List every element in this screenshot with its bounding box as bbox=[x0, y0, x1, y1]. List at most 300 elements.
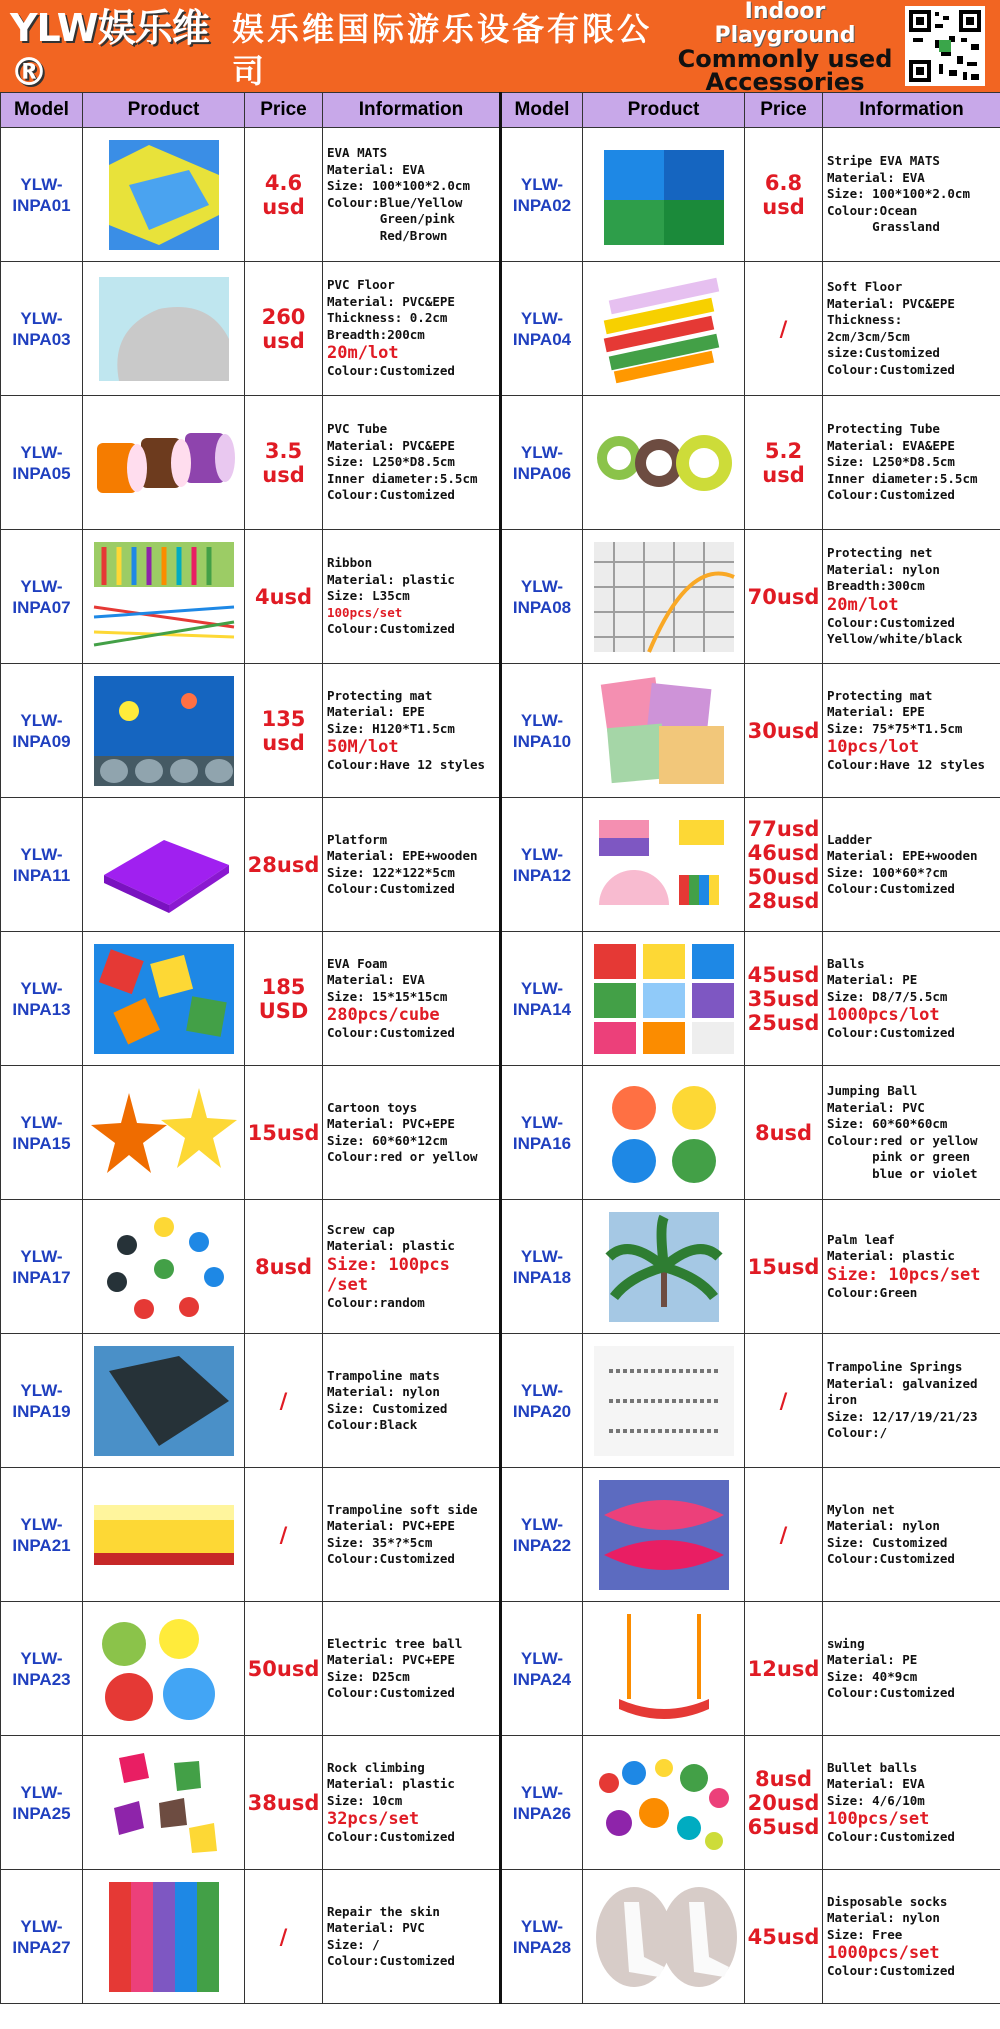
model-code: INPA28 bbox=[512, 1937, 572, 1957]
product-image-cell bbox=[83, 1736, 245, 1870]
price bbox=[245, 171, 322, 219]
table-header-row bbox=[1, 93, 1000, 128]
model-number bbox=[502, 308, 582, 350]
information-cell bbox=[323, 1200, 501, 1334]
eva-mat-icon bbox=[83, 135, 244, 255]
product-name: Platform bbox=[327, 831, 388, 847]
table-row bbox=[1, 262, 1000, 396]
info-line: Size: L35cm bbox=[327, 588, 410, 604]
price-cell bbox=[745, 664, 823, 798]
product-image-cell bbox=[583, 1066, 745, 1200]
rock-climbing-icon bbox=[83, 1743, 244, 1863]
info-line: Size: 75*75*T1.5cm bbox=[827, 720, 963, 736]
model-code: INPA22 bbox=[512, 1535, 572, 1555]
model-prefix: YLW- bbox=[520, 442, 564, 462]
model-number bbox=[1, 1648, 82, 1690]
info-line: Red/Brown bbox=[327, 227, 448, 243]
product-image-cell bbox=[583, 798, 745, 932]
info-line: Size: 60*60*12cm bbox=[327, 1132, 448, 1148]
price-cell bbox=[745, 1736, 823, 1870]
product-image-cell bbox=[583, 262, 745, 396]
product-name: PVC Tube bbox=[327, 421, 388, 437]
quantity-highlight: 1000pcs/lot bbox=[827, 1005, 940, 1025]
price-line: 28usd bbox=[747, 888, 820, 913]
info-line: Colour:red or yellow bbox=[327, 1149, 478, 1164]
trampoline-soft-side-icon bbox=[83, 1475, 244, 1595]
info-line: Size: Customized bbox=[827, 1534, 948, 1550]
model-prefix: YLW- bbox=[20, 1112, 63, 1132]
table-row bbox=[1, 932, 1000, 1066]
model-cell bbox=[501, 1870, 583, 2004]
pvc-tube-icon bbox=[83, 403, 244, 523]
price-cell bbox=[745, 396, 823, 530]
price-cell bbox=[245, 664, 323, 798]
product-info bbox=[823, 1080, 1000, 1185]
information-cell bbox=[823, 396, 1000, 530]
model-number bbox=[1, 710, 82, 752]
model-number bbox=[502, 978, 582, 1020]
price bbox=[745, 1523, 822, 1547]
model-prefix: YLW- bbox=[520, 1246, 564, 1266]
eva-foam-icon bbox=[83, 939, 244, 1059]
price-cell bbox=[745, 1334, 823, 1468]
info-line: Material: plastic bbox=[327, 1776, 455, 1791]
model-cell bbox=[501, 530, 583, 664]
price-line: 45usd bbox=[747, 1924, 820, 1949]
info-line: Colour:Customized bbox=[827, 1551, 955, 1566]
price-line: 185 bbox=[261, 974, 306, 999]
screw-cap-icon bbox=[83, 1207, 244, 1327]
price-cell bbox=[745, 1602, 823, 1736]
model-prefix: YLW- bbox=[520, 1782, 564, 1802]
product-image-cell bbox=[83, 1200, 245, 1334]
price bbox=[745, 1657, 822, 1681]
info-line: Colour:/ bbox=[827, 1425, 888, 1441]
price bbox=[245, 439, 322, 487]
product-name: Screw cap bbox=[327, 1221, 395, 1237]
model-cell bbox=[501, 1602, 583, 1736]
price bbox=[745, 817, 822, 913]
model-code: INPA26 bbox=[512, 1803, 572, 1823]
information-cell bbox=[323, 798, 501, 932]
info-line: Material: plastic bbox=[327, 1238, 455, 1254]
soft-floor-icon bbox=[583, 269, 744, 389]
price bbox=[745, 1255, 822, 1279]
product-info bbox=[823, 150, 1000, 239]
product-name: Trampoline Springs bbox=[827, 1359, 963, 1375]
model-number bbox=[1, 844, 82, 886]
model-prefix: YLW- bbox=[520, 1916, 564, 1936]
product-image-cell bbox=[583, 664, 745, 798]
price-line: 50usd bbox=[747, 864, 820, 889]
quantity-highlight: 32pcs/set bbox=[327, 1809, 420, 1829]
price bbox=[245, 585, 322, 609]
protecting-mat-tiles-icon bbox=[583, 671, 744, 791]
product-name: Ribbon bbox=[327, 555, 373, 571]
information-cell bbox=[823, 128, 1000, 262]
info-line: Size: 100*100*2.0cm bbox=[827, 186, 970, 202]
info-line: iron bbox=[827, 1392, 858, 1408]
product-info bbox=[323, 552, 499, 641]
info-line: Size: / bbox=[327, 1936, 380, 1952]
company-name bbox=[232, 8, 662, 92]
price-line: / bbox=[779, 316, 788, 341]
product-name: Bullet balls bbox=[827, 1759, 918, 1775]
price-cell bbox=[745, 1870, 823, 2004]
product-image-cell bbox=[583, 530, 745, 664]
info-line: Material: PVC+EPE bbox=[327, 1518, 455, 1533]
info-line: Inner diameter:5.5cm bbox=[827, 470, 978, 486]
product-image-cell bbox=[83, 664, 245, 798]
table-row bbox=[1, 530, 1000, 664]
product-info bbox=[823, 1356, 1000, 1445]
product-name: Rock climbing bbox=[327, 1759, 425, 1775]
info-line: Size: Customized bbox=[327, 1400, 448, 1416]
model-prefix: YLW- bbox=[20, 710, 63, 730]
model-number bbox=[1, 978, 82, 1020]
tagline-indoor: Indoor bbox=[744, 0, 826, 24]
price-cell bbox=[245, 1870, 323, 2004]
model-number bbox=[1, 308, 82, 350]
model-prefix: YLW- bbox=[20, 978, 63, 998]
model-prefix: YLW- bbox=[520, 1648, 564, 1668]
price bbox=[245, 707, 322, 755]
price bbox=[245, 1121, 322, 1145]
table-row bbox=[1, 1066, 1000, 1200]
model-prefix: YLW- bbox=[520, 844, 564, 864]
model-cell bbox=[1, 530, 83, 664]
model-code: INPA01 bbox=[12, 195, 71, 215]
model-cell bbox=[501, 932, 583, 1066]
product-info bbox=[823, 685, 1000, 777]
table-row bbox=[1, 798, 1000, 932]
price-line: 65usd bbox=[747, 1814, 820, 1839]
price-line: usd bbox=[262, 730, 305, 755]
model-prefix: YLW- bbox=[20, 1514, 63, 1534]
product-info bbox=[323, 1499, 499, 1571]
product-table bbox=[0, 92, 1000, 2004]
platform-icon bbox=[83, 805, 244, 925]
model-cell bbox=[1, 128, 83, 262]
model-code: INPA15 bbox=[12, 1133, 71, 1153]
information-cell bbox=[323, 1870, 501, 2004]
info-line: Colour:Customized bbox=[327, 1685, 455, 1700]
information-cell bbox=[823, 262, 1000, 396]
info-line: Size: 4/6/10m bbox=[827, 1792, 925, 1808]
price-line: 5.2 bbox=[764, 438, 803, 463]
price-line: / bbox=[779, 1388, 788, 1413]
info-line: Material: PVC bbox=[827, 1099, 925, 1115]
price bbox=[745, 1121, 822, 1145]
price bbox=[745, 1925, 822, 1949]
model-number bbox=[1, 1246, 82, 1288]
product-image-cell bbox=[83, 798, 245, 932]
trampoline-spring-icon bbox=[583, 1341, 744, 1461]
price-line: usd bbox=[262, 462, 305, 487]
model-code: INPA12 bbox=[512, 865, 572, 885]
price-line: 70usd bbox=[747, 584, 820, 609]
model-code: INPA20 bbox=[512, 1401, 572, 1421]
model-prefix: YLW- bbox=[20, 1782, 63, 1802]
price-cell bbox=[245, 1066, 323, 1200]
qr-code-icon bbox=[905, 6, 985, 86]
info-line: Material: EVA bbox=[827, 1776, 925, 1791]
model-number bbox=[1, 1112, 82, 1154]
col-header-price-2: Price bbox=[745, 93, 823, 128]
protecting-mat-ocean-icon bbox=[83, 671, 244, 791]
swing-icon bbox=[583, 1609, 744, 1729]
information-cell bbox=[323, 1468, 501, 1602]
info-line: Material: nylon bbox=[827, 1910, 940, 1925]
product-image-cell bbox=[83, 396, 245, 530]
price bbox=[745, 317, 822, 341]
tagline-commonly-used: Commonly used bbox=[677, 45, 893, 73]
product-name: Stripe EVA MATS bbox=[827, 153, 940, 169]
model-code: INPA11 bbox=[12, 865, 71, 885]
price bbox=[745, 439, 822, 487]
info-line: Size: L250*D8.5cm bbox=[827, 454, 955, 470]
model-cell bbox=[1, 1066, 83, 1200]
info-line: Colour:Ocean bbox=[827, 202, 918, 218]
product-info bbox=[323, 1097, 499, 1169]
price-line: / bbox=[279, 1924, 288, 1949]
model-code: INPA08 bbox=[512, 597, 572, 617]
model-number bbox=[502, 1514, 582, 1556]
info-line: Colour:Customized bbox=[327, 1829, 455, 1844]
price-line: / bbox=[279, 1388, 288, 1413]
product-name: Protecting Tube bbox=[827, 421, 940, 437]
product-name: Soft Floor bbox=[827, 279, 903, 294]
info-line: Material: PVC+EPE bbox=[327, 1652, 455, 1667]
model-cell bbox=[501, 1066, 583, 1200]
price-cell bbox=[745, 932, 823, 1066]
model-prefix: YLW- bbox=[520, 1514, 564, 1534]
model-number bbox=[502, 1380, 582, 1422]
product-info bbox=[823, 542, 1000, 651]
info-line: Colour:Customized bbox=[827, 361, 955, 377]
product-image-cell bbox=[83, 1334, 245, 1468]
quantity-highlight: 280pcs/cube bbox=[327, 1005, 440, 1025]
product-image-cell bbox=[83, 1468, 245, 1602]
info-line: Grassland bbox=[827, 219, 940, 235]
product-name: Balls bbox=[827, 955, 865, 971]
model-code: INPA02 bbox=[512, 195, 572, 215]
information-cell bbox=[823, 932, 1000, 1066]
ribbon-icon bbox=[83, 537, 244, 657]
model-code: INPA05 bbox=[12, 463, 71, 483]
info-line: Material: PE bbox=[827, 1652, 918, 1667]
info-line: Material: nylon bbox=[827, 1518, 940, 1533]
product-info bbox=[323, 1901, 499, 1973]
product-name: swing bbox=[827, 1635, 865, 1651]
price-line: 3.5 bbox=[264, 438, 303, 463]
model-cell bbox=[501, 664, 583, 798]
company-name-cn: 娱乐维国际游乐设备有限公司 bbox=[232, 10, 653, 90]
table-row bbox=[1, 1870, 1000, 2004]
info-line: Colour:Customized bbox=[327, 1025, 455, 1040]
model-cell bbox=[1, 664, 83, 798]
information-cell bbox=[323, 664, 501, 798]
info-line: Material: plastic bbox=[827, 1248, 955, 1264]
information-cell bbox=[323, 530, 501, 664]
quantity-highlight: 50M/lot bbox=[327, 737, 399, 757]
model-prefix: YLW- bbox=[520, 308, 564, 328]
info-line: Material: EPE+wooden bbox=[827, 848, 978, 863]
ladder-icon bbox=[583, 805, 744, 925]
info-line: Size: L250*D8.5cm bbox=[327, 454, 455, 470]
model-code: INPA13 bbox=[12, 999, 71, 1019]
product-image-cell bbox=[83, 932, 245, 1066]
product-name: Trampoline soft side bbox=[327, 1501, 478, 1517]
col-header-product: Product bbox=[83, 93, 245, 128]
price-line: 46usd bbox=[747, 840, 820, 865]
model-code: INPA23 bbox=[12, 1669, 71, 1689]
model-number bbox=[502, 1782, 582, 1824]
information-cell bbox=[323, 262, 501, 396]
info-line: Material: plastic bbox=[327, 571, 455, 587]
col-header-information-2: Information bbox=[823, 93, 1000, 128]
cartoon-toys-icon bbox=[83, 1073, 244, 1193]
model-prefix: YLW- bbox=[520, 978, 564, 998]
product-info bbox=[323, 953, 499, 1045]
product-image-cell bbox=[83, 1066, 245, 1200]
info-line: Material: galvanized bbox=[827, 1375, 978, 1391]
info-line: size:Customized bbox=[827, 345, 940, 360]
product-name: Mylon net bbox=[827, 1501, 895, 1517]
information-cell bbox=[823, 1200, 1000, 1334]
info-line: Material: EPE bbox=[827, 704, 925, 719]
model-code: INPA10 bbox=[512, 731, 572, 751]
product-image-cell bbox=[583, 1870, 745, 2004]
product-info bbox=[323, 142, 499, 247]
information-cell bbox=[823, 530, 1000, 664]
price-cell bbox=[245, 1602, 323, 1736]
price-line: 8usd bbox=[754, 1120, 813, 1145]
model-cell bbox=[501, 262, 583, 396]
info-line: Colour:Black bbox=[327, 1417, 418, 1432]
product-name: Protecting net bbox=[827, 545, 933, 561]
price bbox=[745, 1389, 822, 1413]
model-cell bbox=[501, 128, 583, 262]
product-name: Electric tree ball bbox=[327, 1635, 463, 1651]
model-prefix: YLW- bbox=[20, 308, 63, 328]
price-cell bbox=[245, 1468, 323, 1602]
info-line: Colour:red or yellow bbox=[827, 1132, 978, 1148]
information-cell bbox=[323, 1736, 501, 1870]
info-line: Colour:Customized bbox=[827, 881, 955, 896]
product-info bbox=[823, 953, 1000, 1045]
table-row bbox=[1, 128, 1000, 262]
price-cell bbox=[245, 1736, 323, 1870]
price-line: usd bbox=[262, 194, 305, 219]
price bbox=[245, 1925, 322, 1949]
model-cell bbox=[1, 1200, 83, 1334]
quantity-highlight: Size: 100pcs /set bbox=[327, 1254, 461, 1295]
price-cell bbox=[745, 798, 823, 932]
table-row bbox=[1, 1468, 1000, 1602]
product-image-cell bbox=[83, 1870, 245, 2004]
info-line: Colour:Green bbox=[827, 1284, 918, 1300]
header-banner bbox=[0, 0, 1000, 92]
model-number bbox=[502, 710, 582, 752]
price-cell bbox=[245, 932, 323, 1066]
price-cell bbox=[245, 798, 323, 932]
product-name: PVC Floor bbox=[327, 277, 395, 293]
info-line: Size: 35*?*5cm bbox=[327, 1534, 433, 1550]
price-cell bbox=[245, 530, 323, 664]
product-info bbox=[823, 276, 1000, 381]
product-info bbox=[323, 829, 499, 901]
product-name: Jumping Ball bbox=[827, 1083, 918, 1098]
bullet-balls-icon bbox=[583, 1743, 744, 1863]
price bbox=[745, 719, 822, 743]
disposable-socks-icon bbox=[583, 1877, 744, 1997]
model-cell bbox=[1, 1334, 83, 1468]
product-image-cell bbox=[583, 1334, 745, 1468]
product-info bbox=[823, 1757, 1000, 1849]
info-line: Colour:Customized bbox=[327, 363, 455, 379]
price-line: 28usd bbox=[247, 852, 320, 877]
product-info bbox=[823, 1499, 1000, 1571]
protecting-tube-icon bbox=[583, 403, 744, 523]
info-line: Size: H120*T1.5cm bbox=[327, 720, 455, 736]
product-image-cell bbox=[583, 1602, 745, 1736]
quantity-highlight: 20m/lot bbox=[827, 594, 899, 615]
price-line: / bbox=[279, 1522, 288, 1547]
model-prefix: YLW- bbox=[520, 1380, 564, 1400]
information-cell bbox=[823, 664, 1000, 798]
product-name: Trampoline mats bbox=[327, 1367, 440, 1383]
repair-skin-icon bbox=[83, 1877, 244, 1997]
info-line: Material: PVC&EPE bbox=[827, 295, 955, 311]
electric-tree-ball-icon bbox=[83, 1609, 244, 1729]
info-line: Size: D25cm bbox=[327, 1668, 410, 1684]
product-info bbox=[323, 418, 499, 507]
info-line: Inner diameter:5.5cm bbox=[327, 470, 478, 486]
price-line: 38usd bbox=[247, 1790, 320, 1815]
product-name: Disposable socks bbox=[827, 1893, 948, 1909]
product-name: EVA Foam bbox=[327, 955, 388, 971]
model-prefix: YLW- bbox=[20, 174, 63, 194]
model-prefix: YLW- bbox=[20, 844, 63, 864]
product-info bbox=[323, 1365, 499, 1437]
model-cell bbox=[1, 932, 83, 1066]
product-info bbox=[823, 1229, 1000, 1305]
info-line: Colour:Customized bbox=[327, 881, 455, 896]
product-image-cell bbox=[583, 1468, 745, 1602]
information-cell bbox=[823, 1736, 1000, 1870]
model-number bbox=[502, 1648, 582, 1690]
price-cell bbox=[745, 1066, 823, 1200]
info-line: Material: PVC&EPE bbox=[327, 437, 455, 453]
model-cell bbox=[501, 1736, 583, 1870]
palm-leaf-icon bbox=[583, 1207, 744, 1327]
price-cell bbox=[245, 1200, 323, 1334]
product-image-cell bbox=[83, 1602, 245, 1736]
price bbox=[745, 1767, 822, 1839]
table-row bbox=[1, 396, 1000, 530]
model-cell bbox=[1, 1870, 83, 2004]
product-info bbox=[323, 1757, 499, 1849]
model-cell bbox=[1, 396, 83, 530]
model-code: INPA16 bbox=[512, 1133, 572, 1153]
col-header-price: Price bbox=[245, 93, 323, 128]
model-number bbox=[502, 1246, 582, 1288]
price-cell bbox=[745, 128, 823, 262]
jumping-ball-icon bbox=[583, 1073, 744, 1193]
info-line: Size: 15*15*15cm bbox=[327, 988, 448, 1004]
price bbox=[245, 975, 322, 1023]
